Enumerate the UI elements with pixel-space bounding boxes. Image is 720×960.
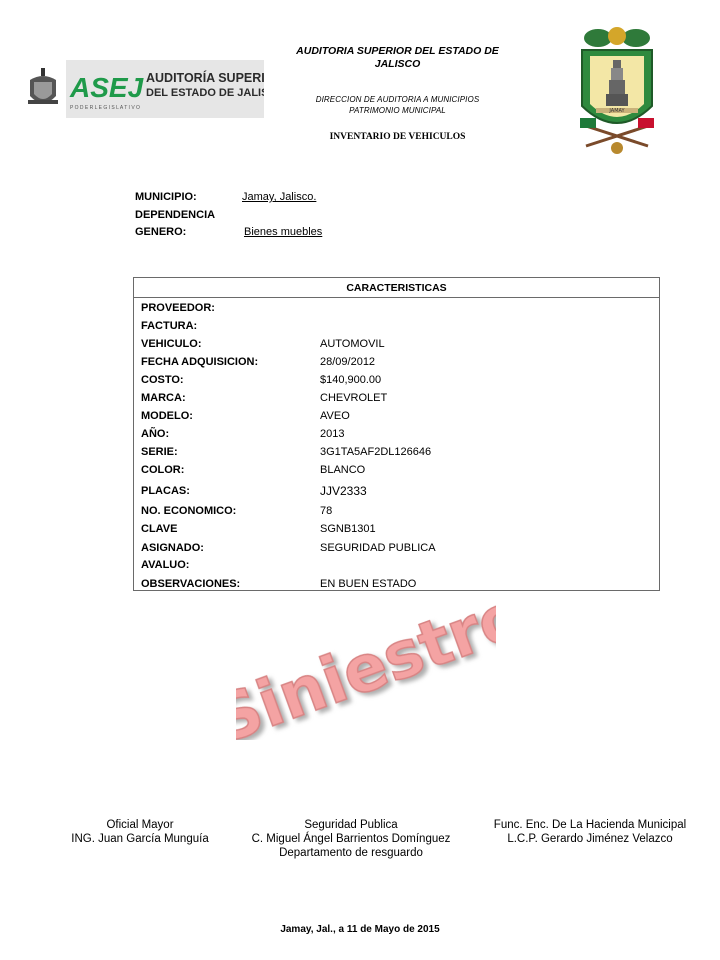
dependencia-line: [135, 208, 215, 222]
logo-line-3: P O D E R L E G I S L A T I V O: [70, 105, 140, 111]
genero-value: Bienes muebles: [244, 226, 323, 238]
stamp-text: Siniestro: [236, 578, 496, 740]
municipio-line: [135, 190, 316, 204]
inventory-title: INVENTARIO DE VEHICULOS: [329, 132, 466, 142]
municipal-crest: [568, 22, 666, 160]
signature-role: Seguridad Publica: [304, 819, 398, 831]
logo-acronym: ASEJ: [70, 72, 144, 103]
logo-line-1: AUDITORÍA SUPERI: [146, 71, 264, 85]
genero-line: [135, 225, 322, 239]
municipio-label: MUNICIPIO:: [135, 191, 197, 203]
signature-seguridad-publica: [232, 818, 470, 860]
svg-text:JAMAY: JAMAY: [609, 108, 625, 114]
asej-logo: [24, 60, 264, 118]
signature-extra: Departamento de resguardo: [279, 847, 423, 859]
state-coat-of-arms-icon: [28, 68, 58, 104]
municipio-value: Jamay, Jalisco.: [242, 191, 317, 203]
dependencia-label: DEPENDENCIA: [135, 209, 216, 221]
signature-role: Func. Enc. De La Hacienda Municipal: [493, 819, 687, 831]
signature-name: ING. Juan García Munguía: [71, 833, 209, 845]
signature-hacienda: [470, 818, 710, 846]
genero-label: GENERO:: [135, 226, 187, 238]
municipal-crest-icon: [568, 22, 666, 160]
logo-line-2: DEL ESTADO DE JALI: [146, 87, 262, 99]
header-subtitle: DIRECCION DE AUDITORIA A MUNICIPIOS PATRIMONIO MUNICIPAL: [315, 95, 480, 115]
table-title: CARACTERISTICAS: [134, 278, 659, 298]
signature-name: C. Miguel Ángel Barrientos Domínguez: [251, 833, 451, 845]
signature-oficial-mayor: [40, 818, 240, 846]
characteristics-table: CARACTERISTICAS PROVEEDOR: FACTURA: VEHICULO: AUTOMOVIL FECHA ADQUISICION: 28/09/2012 COSTO: $140,900.00 MARCA: CHEVROLET MODELO: AVEO AÑO: 2013 SERIE: 3G1TA5AF2DL126646 COLOR: BLANCO PLACAS: JJV2333 NO. ECONOMICO: 78 CLAVE SGNB1301 ASIGNADO: SEGURIDAD PUBLICA AVALUO: OBSERVACIONES: EN BUEN ESTADO: [133, 277, 660, 591]
signature-name: L.C.P. Gerardo Jiménez Velazco: [507, 833, 673, 845]
siniestro-stamp: [236, 560, 496, 740]
signature-role: Oficial Mayor: [106, 819, 174, 831]
header-title: AUDITORIA SUPERIOR DEL ESTADO DE JALISCO: [296, 45, 499, 70]
place-date: Jamay, Jal., a 11 de Mayo de 2015: [280, 924, 440, 935]
